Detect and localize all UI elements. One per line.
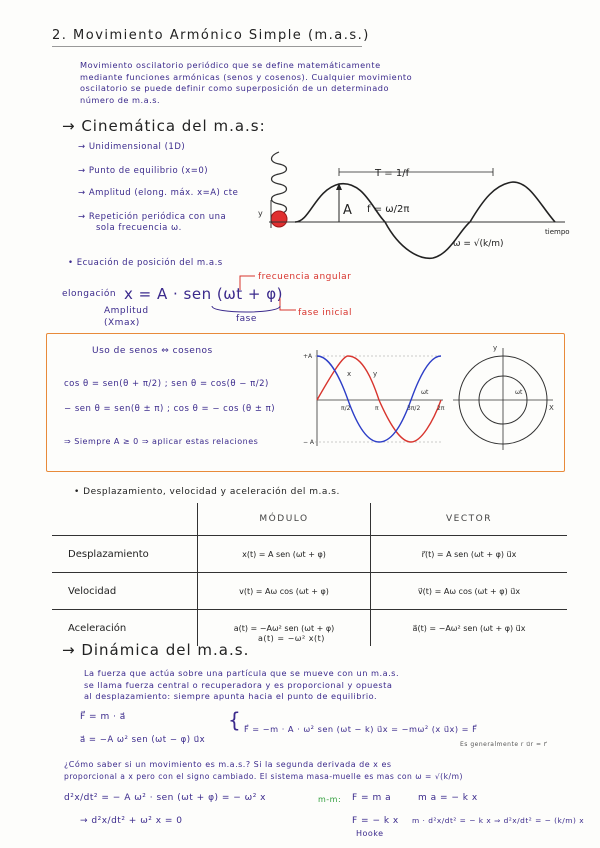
mm-label: m-m: bbox=[318, 795, 342, 804]
result-1: m a = − k x bbox=[418, 793, 478, 803]
dinamica-paragraph bbox=[84, 668, 399, 703]
col-header: MÓDULO bbox=[198, 503, 371, 536]
formula-arrows bbox=[200, 270, 310, 320]
minusA-label: − A bbox=[303, 439, 315, 446]
cinematica-item: → Unidimensional (1D) bbox=[78, 142, 186, 152]
col-header: VECTOR bbox=[446, 514, 492, 524]
intro-line: número de m.a.s. bbox=[80, 94, 161, 105]
cinematica-item: sola frecuencia ω. bbox=[96, 223, 182, 233]
3pi2-tick: 3π/2 bbox=[407, 405, 421, 412]
dinamica-heading: → Dinámica del m.a.s. bbox=[62, 641, 250, 659]
ecuacion-heading: • Ecuación de posición del m.a.s bbox=[68, 258, 223, 268]
box-line: ⇒ Siempre A ≥ 0 ⇒ aplicar estas relaciones bbox=[64, 437, 259, 446]
row-vec: a⃗(t) = −Aω² sen (ωt + φ) u⃗x bbox=[371, 610, 568, 647]
freq-label: f = ω/2π bbox=[367, 204, 410, 215]
x-curve-label: x bbox=[347, 370, 352, 378]
y-axis-label: y bbox=[258, 209, 263, 218]
box-line: − sen θ = sen(θ ± π) ; cos θ = − cos (θ ± π) bbox=[64, 404, 276, 414]
plusA-label: +A bbox=[303, 353, 313, 360]
cinematica-item: → Punto de equilibrio (x=0) bbox=[78, 166, 209, 176]
box-line: cos θ = sen(θ + π/2) ; sen θ = cos(θ − π/2) bbox=[64, 379, 269, 389]
fase-inicial-label: fase inicial bbox=[298, 308, 352, 318]
cinematica-heading: → Cinemática del m.a.s: bbox=[62, 117, 266, 135]
row-mod: v(t) = Aω cos (ωt + φ) bbox=[198, 573, 371, 610]
elongacion-label: elongación bbox=[62, 289, 117, 299]
circle-x-label: X bbox=[549, 404, 554, 412]
brace: { bbox=[228, 708, 242, 732]
omega-label: ω = √(k/m) bbox=[453, 239, 504, 249]
intro-line: oscilatorio se puede definir como superposición de un determinado bbox=[80, 83, 389, 93]
fma-formula: F = m a bbox=[352, 793, 392, 803]
row-mod: a(t) = −Aω² sen (ωt + φ) bbox=[198, 610, 371, 647]
row-name: Aceleración bbox=[52, 610, 198, 647]
row-mod: x(t) = A sen (ωt + φ) bbox=[198, 536, 371, 573]
sine-wave bbox=[295, 182, 555, 258]
question-line: ¿Cómo saber si un movimiento es m.a.s.? Si la segunda derivada de x es bbox=[64, 760, 392, 769]
2pi-tick: 2π bbox=[437, 405, 445, 412]
row-vec: r⃗(t) = A sen (ωt + φ) u⃗x bbox=[371, 536, 568, 573]
title-underline bbox=[52, 46, 362, 47]
circle-wt-label: ωt bbox=[515, 389, 523, 396]
table-row bbox=[52, 573, 567, 610]
hooke-label: Hooke bbox=[356, 829, 384, 838]
xmax-label: (Xmax) bbox=[104, 318, 140, 328]
y-curve-label: y bbox=[373, 370, 378, 378]
row-vec: v⃗(t) = Aω cos (ωt + φ) u⃗x bbox=[371, 573, 568, 610]
question-line: proporcional a x pero con el signo cambiado. El sistema masa-muelle es mas con ω = √(k/m) bbox=[64, 772, 463, 781]
fase-label: fase bbox=[236, 314, 257, 324]
harmonic-equation: → d²x/dt² + ω² x = 0 bbox=[80, 816, 183, 826]
position-formula: x = A · sen (ωt + φ) bbox=[124, 285, 284, 303]
sin-cos-graph bbox=[303, 342, 558, 452]
newton-formula: F⃗ = m · a⃗ bbox=[80, 712, 126, 722]
circle-y-label: y bbox=[493, 344, 498, 352]
accel-note: a(t) = −ω² x(t) bbox=[258, 634, 325, 643]
amp-label: A bbox=[343, 203, 352, 218]
dinamica-line: al desplazamiento: siempre apunta hacia el punto de equilibrio. bbox=[84, 691, 378, 701]
period-label: T = 1/f bbox=[375, 168, 410, 179]
intro-line: Movimiento oscilatorio periódico que se define matemáticamente bbox=[80, 60, 381, 70]
derivative-formula: d²x/dt² = − A ω² · sen (ωt + φ) = − ω² x bbox=[64, 793, 267, 803]
force-formula: F⃗ = −m · A · ω² sen (ωt − k) u⃗x = −mω² (x u⃗x) = F⃗ bbox=[244, 724, 478, 734]
hooke-formula: F = − k x bbox=[352, 816, 399, 826]
row-name: Velocidad bbox=[52, 573, 198, 610]
force-note: Es generalmente r u⃗r = r⃗ bbox=[460, 741, 547, 748]
pi-tick: π bbox=[375, 405, 379, 412]
intro-paragraph bbox=[80, 60, 520, 106]
intro-line: mediante funciones armónicas (senos y cosenos). Cualquier movimiento bbox=[80, 71, 413, 82]
row-name: Desplazamiento bbox=[52, 536, 198, 573]
sine-curve bbox=[317, 356, 441, 442]
amplitud-label: Amplitud bbox=[104, 306, 149, 316]
cinematica-item: → Repetición periódica con una bbox=[78, 212, 227, 222]
accel-formula: a⃗ = −A ω² sen (ωt − φ) u⃗x bbox=[80, 735, 206, 745]
result-2: m · d²x/dt² = − k x ⇒ d²x/dt² = − (k/m) x bbox=[412, 816, 585, 825]
box-title: Uso de senos ⇔ cosenos bbox=[92, 346, 213, 356]
table-row bbox=[52, 536, 567, 573]
frecuencia-angular-label: frecuencia angular bbox=[258, 272, 352, 282]
dinamica-line: La fuerza que actúa sobre una partícula que se mueve con un m.a.s. bbox=[84, 668, 400, 678]
cinematica-item: → Amplitud (elong. máx. x=A) cte bbox=[78, 188, 239, 198]
dinamica-line: se llama fuerza central o recuperadora y es proporcional y opuesta bbox=[84, 679, 393, 690]
spring-icon bbox=[272, 152, 287, 214]
time-label: tiempo bbox=[545, 228, 570, 236]
pi2-tick: π/2 bbox=[341, 405, 351, 412]
mass-ball bbox=[271, 211, 287, 227]
kinematics-table bbox=[52, 503, 567, 646]
tabla-heading: • Desplazamiento, velocidad y aceleración del m.a.s. bbox=[74, 487, 340, 497]
mas-wave-graph bbox=[255, 150, 575, 270]
wt-label: ωt bbox=[421, 389, 429, 396]
page-title: 2. Movimiento Armónico Simple (m.a.s.) bbox=[52, 28, 370, 43]
